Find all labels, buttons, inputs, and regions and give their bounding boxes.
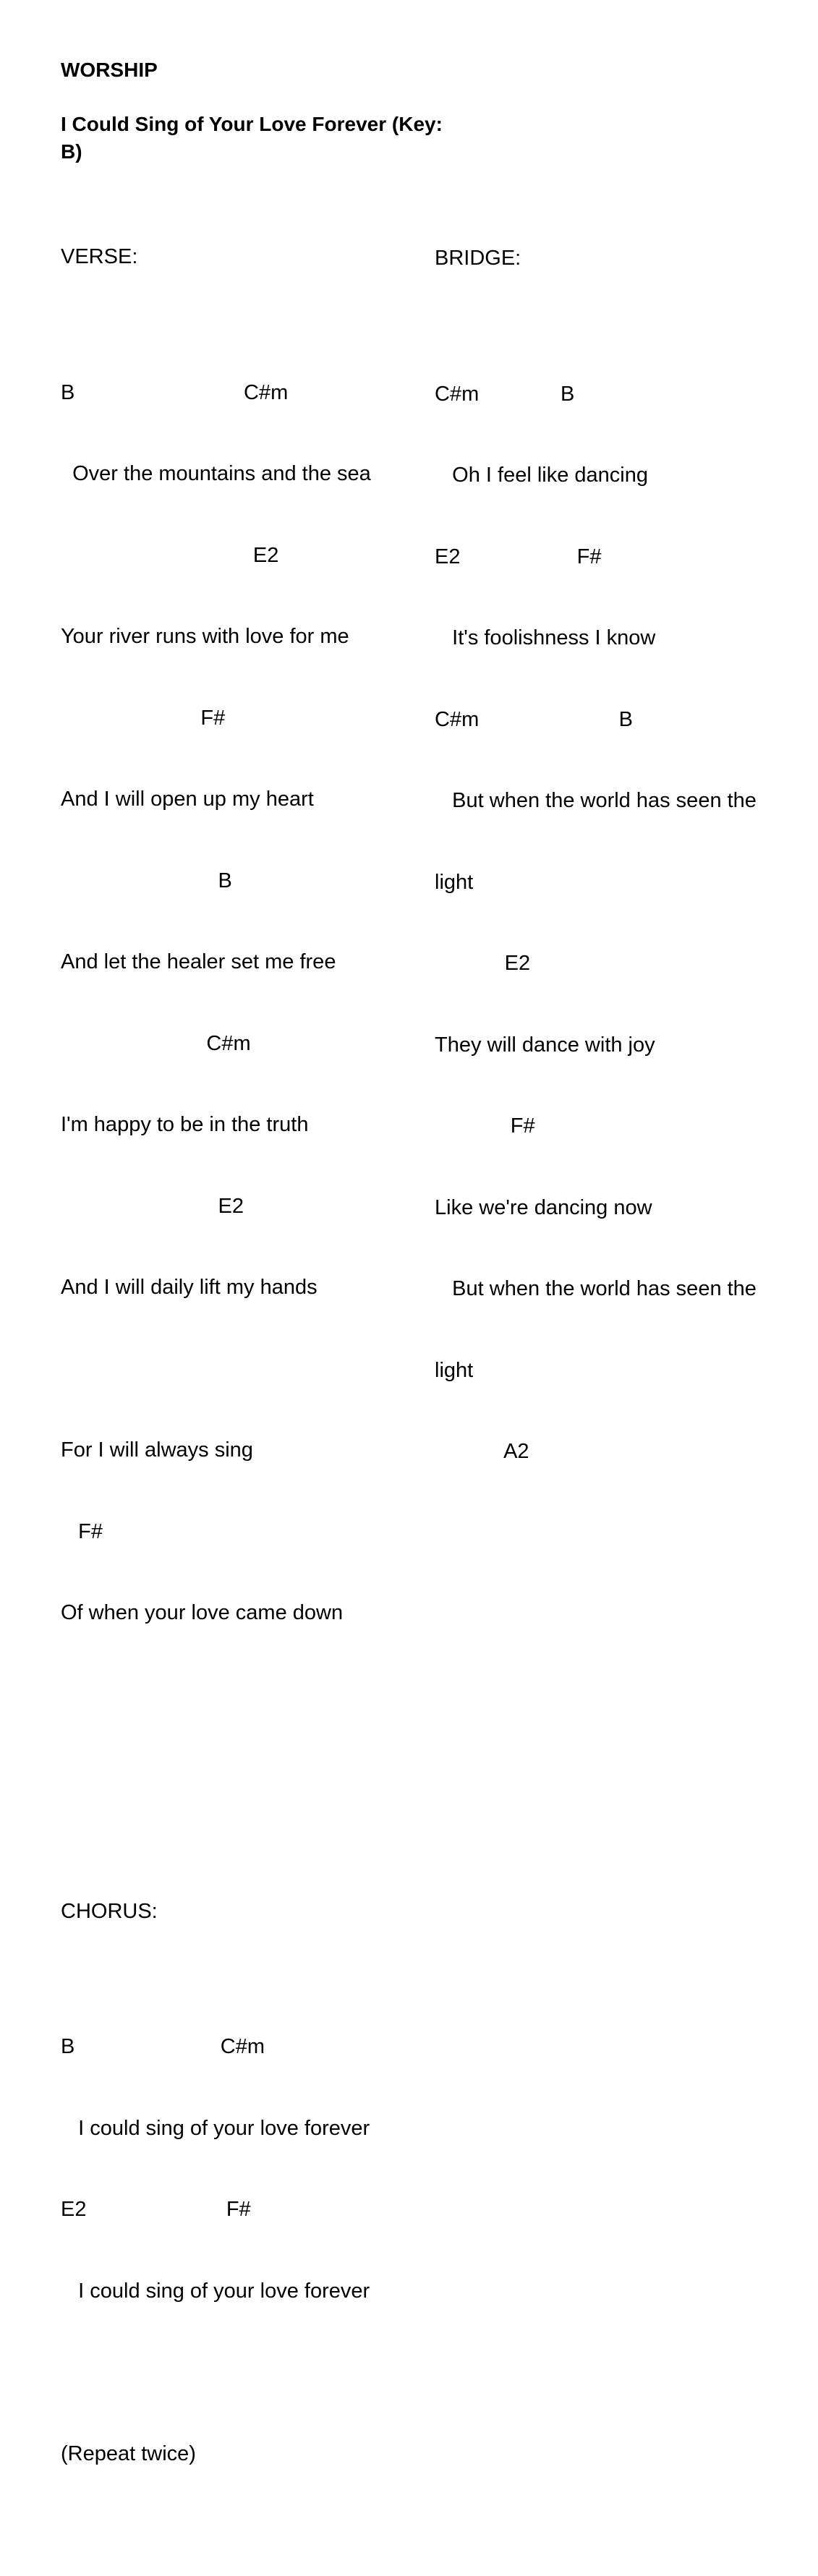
bridge-line: But when the world has seen the: [435, 789, 757, 812]
bridge-line: E2: [435, 952, 531, 975]
verse-line: E2: [61, 543, 279, 567]
chorus-line: B C#m: [61, 2035, 265, 2058]
bridge-line: A2: [435, 1440, 529, 1463]
verse-line: And I will open up my heart: [61, 788, 314, 811]
verse-line: For I will always sing: [61, 1438, 253, 1462]
chorus-line: I could sing of your love forever: [61, 2116, 370, 2140]
verse-line: F#: [61, 1519, 103, 1543]
verse-line: And I will daily lift my hands: [61, 1276, 318, 1299]
bridge-lines: [435, 327, 796, 1520]
chorus-line: E2 F#: [61, 2198, 251, 2221]
bridge-line: It's foolishness I know: [435, 626, 656, 649]
bridge-label: BRIDGE:: [435, 247, 521, 270]
bridge-line: But when the world has seen the: [435, 1277, 757, 1300]
bridge-line: light: [435, 870, 474, 894]
bridge-line: C#m B: [435, 382, 575, 406]
bridge-line: Oh I feel like dancing: [435, 464, 648, 487]
bridge-line: They will dance with joy: [435, 1033, 655, 1057]
verse-line: B: [61, 869, 232, 892]
verse-line: [61, 1356, 422, 1383]
verse-line: B C#m: [61, 380, 289, 404]
chorus-lines: [61, 1979, 422, 2522]
verse-line: F#: [61, 706, 226, 730]
song-title: I Could Sing of Your Love Forever (Key: B): [61, 113, 443, 163]
verse-line: Of when your love came down: [61, 1601, 344, 1624]
bridge-line: Like we're dancing now: [435, 1195, 652, 1219]
right-column: [435, 191, 796, 1574]
verse-line: E2: [61, 1194, 244, 1218]
left-column: [61, 189, 422, 2576]
section-spacer: [61, 1762, 422, 1817]
bridge-line: E2 F#: [435, 545, 602, 568]
verse-line: And let the healer set me free: [61, 950, 336, 973]
bridge-line: C#m B: [435, 707, 633, 731]
verse-lines: [61, 325, 422, 1681]
document-header: [61, 56, 495, 166]
category-heading: WORSHIP: [61, 59, 158, 81]
verse-line: Over the mountains and the sea: [61, 462, 371, 485]
bridge-line: light: [435, 1358, 474, 1382]
verse-line: C#m: [61, 1031, 251, 1055]
bridge-line: F#: [435, 1114, 535, 1138]
chorus-line: [61, 2359, 422, 2387]
repeat-note: (Repeat twice): [61, 2441, 196, 2465]
verse-line: I'm happy to be in the truth: [61, 1113, 309, 1136]
verse-line: Your river runs with love for me: [61, 625, 349, 648]
chorus-line: I could sing of your love forever: [61, 2279, 370, 2303]
verse-label: VERSE:: [61, 245, 138, 268]
chorus-label: CHORUS:: [61, 1899, 158, 1923]
